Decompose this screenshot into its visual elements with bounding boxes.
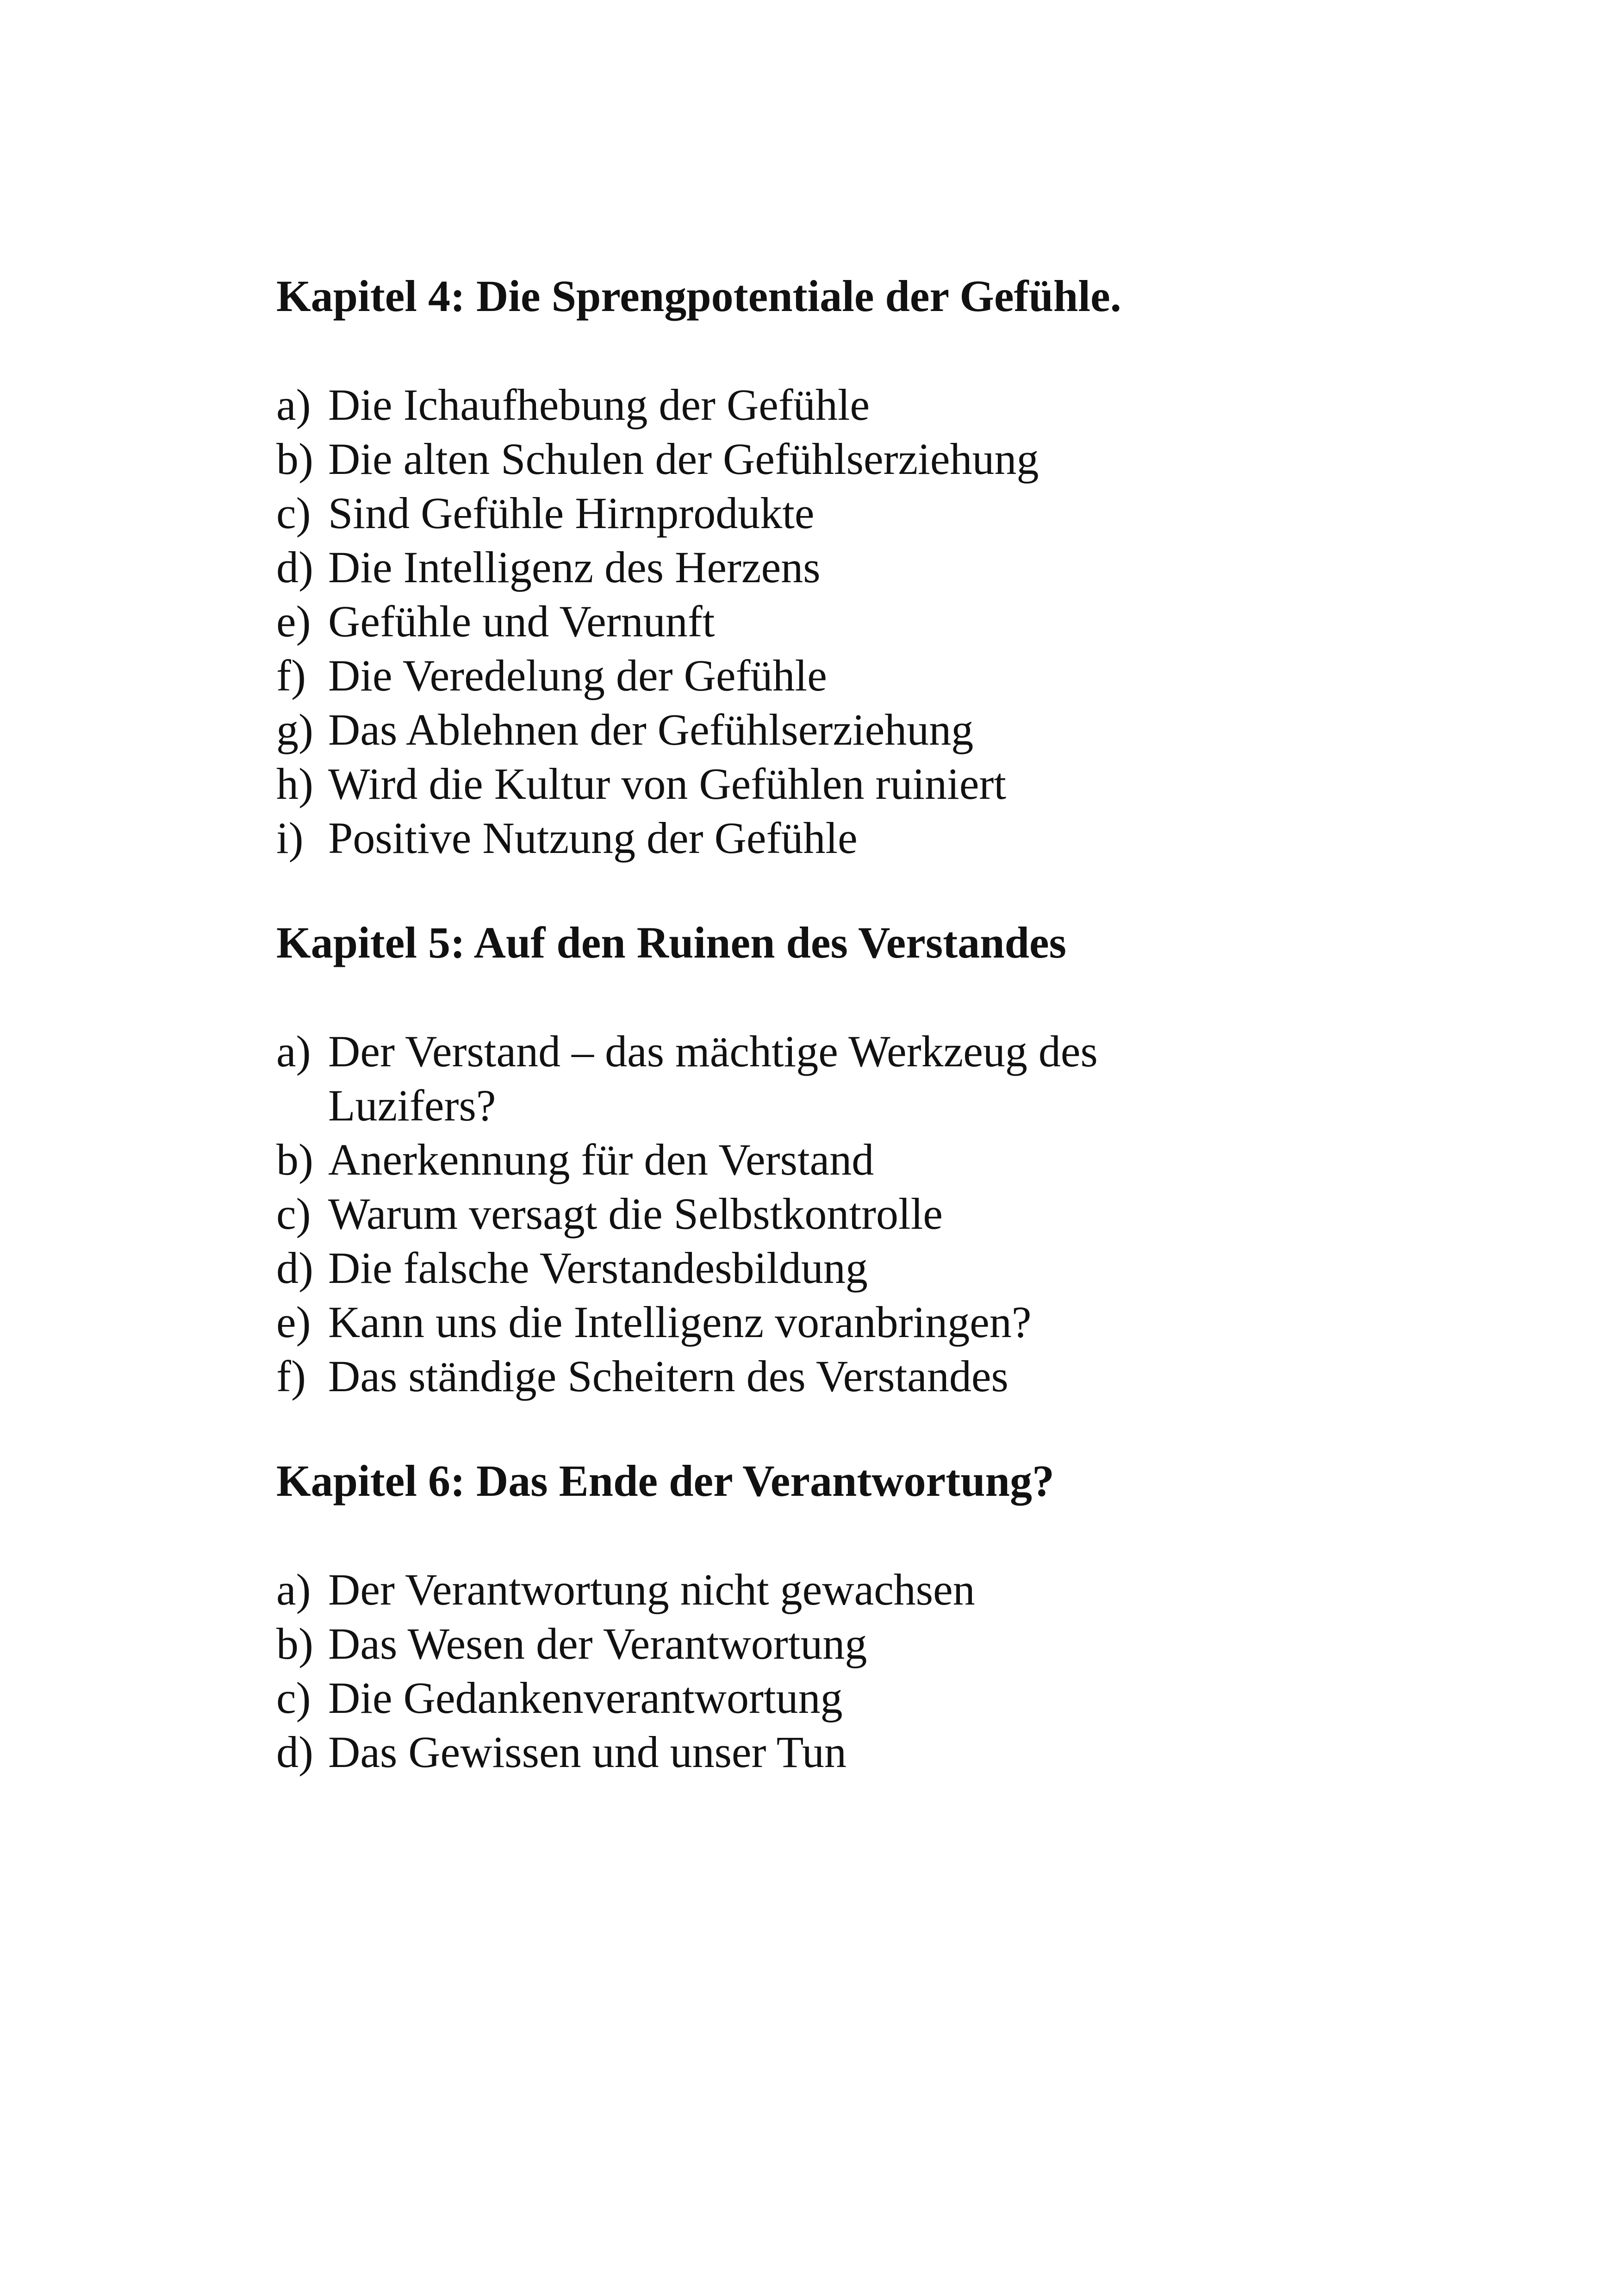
item-marker: b) [276,1619,313,1668]
chapter-title: Kapitel 6: Das Ende der Verantwortung? [276,1456,1054,1506]
item-text: Gefühle und Vernunft [328,597,715,646]
list-item [276,1241,1433,1295]
list-item [276,1349,1433,1403]
chapter-5 [276,915,1433,1403]
chapter-4 [276,268,1433,865]
list-item [276,1132,1433,1187]
item-marker: b) [276,434,313,484]
list-item [276,486,1433,540]
list-item [276,540,1433,594]
list-item [276,432,1433,486]
list-item [276,1187,1433,1241]
item-marker: c) [276,1189,311,1238]
item-text: Die Veredelung der Gefühle [328,651,827,700]
item-text: Die Gedankenverantwortung [328,1673,843,1723]
item-marker: a) [276,380,311,429]
item-marker: c) [276,488,311,538]
item-text: Das Gewissen und unser Tun [328,1727,847,1777]
chapter-item-list [276,1562,1433,1779]
list-item [276,594,1433,648]
list-item [276,378,1433,432]
chapter-6 [276,1453,1433,1779]
item-marker: c) [276,1673,311,1723]
item-marker: h) [276,759,313,809]
table-of-contents [276,268,1433,1779]
item-text: Warum versagt die Selbstkontrolle [328,1189,943,1238]
item-text: Der Verstand – das mächtige Werkzeug des Luzifers? [328,1027,1098,1130]
item-text: Die Ichaufhebung der Gefühle [328,380,870,429]
item-text: Das Ablehnen der Gefühlserziehung [328,705,974,754]
item-marker: a) [276,1027,311,1076]
item-text: Wird die Kultur von Gefühlen ruiniert [328,759,1007,809]
item-text: Kann uns die Intelligenz voranbringen? [328,1297,1032,1347]
list-item [276,648,1433,703]
item-marker: g) [276,705,313,754]
list-item [276,1671,1433,1725]
item-marker: d) [276,542,313,592]
item-marker: b) [276,1135,313,1184]
item-marker: i) [276,813,304,863]
list-item [276,1562,1433,1617]
item-text: Die alten Schulen der Gefühlserziehung [328,434,1039,484]
item-text: Das Wesen der Verantwortung [328,1619,867,1668]
chapter-title: Kapitel 4: Die Sprengpotentiale der Gefühle. [276,271,1121,321]
chapter-item-list [276,378,1433,865]
list-item [276,811,1433,865]
item-text: Die Intelligenz des Herzens [328,542,821,592]
list-item [276,703,1433,757]
item-marker: e) [276,1297,311,1347]
item-text: Das ständige Scheitern des Verstandes [328,1351,1008,1401]
item-marker: f) [276,1351,306,1401]
item-text: Positive Nutzung der Gefühle [328,813,858,863]
item-text: Anerkennung für den Verstand [328,1135,874,1184]
chapter-title: Kapitel 5: Auf den Ruinen des Verstandes [276,918,1066,967]
item-text: Die falsche Verstandesbildung [328,1243,868,1293]
list-item [276,757,1433,811]
list-item [276,1617,1433,1671]
item-marker: d) [276,1727,313,1777]
list-item [276,1725,1433,1779]
item-marker: a) [276,1565,311,1614]
item-marker: f) [276,651,306,700]
list-item [276,1295,1433,1349]
chapter-item-list [276,1024,1433,1403]
item-text: Der Verantwortung nicht gewachsen [328,1565,975,1614]
item-text: Sind Gefühle Hirnprodukte [328,488,815,538]
list-item [276,1024,1433,1132]
item-marker: d) [276,1243,313,1293]
item-marker: e) [276,597,311,646]
